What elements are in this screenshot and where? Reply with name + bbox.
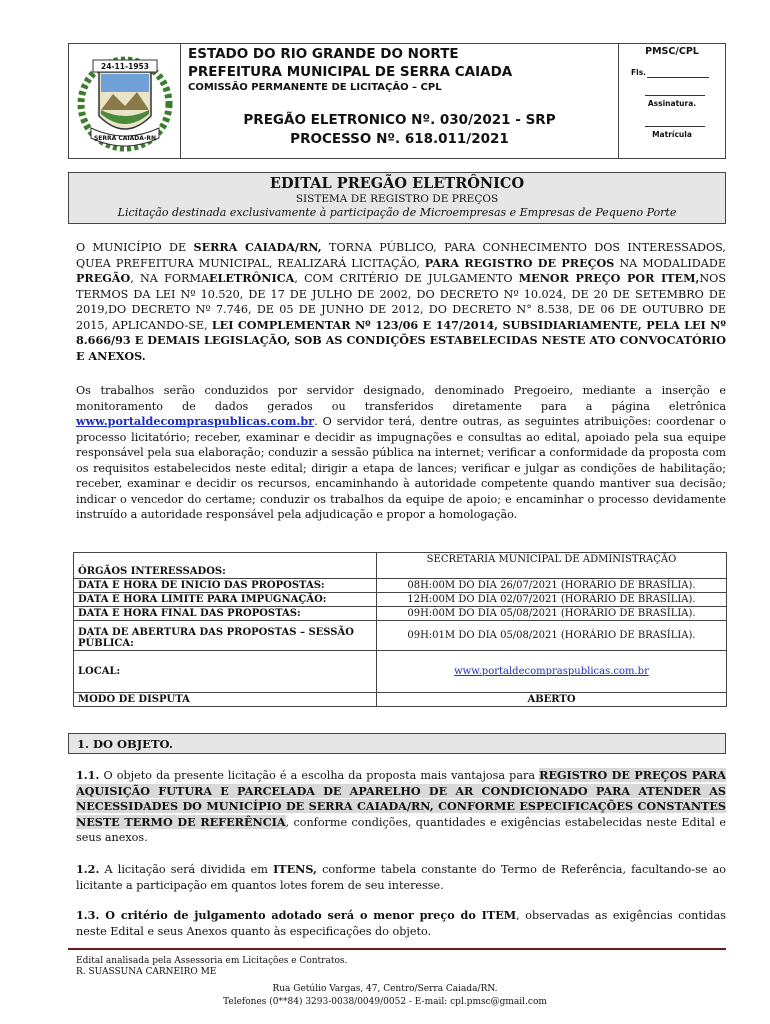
edital-italic-note: Licitação destinada exclusivamente à participação de Microempresas e Empresas de Pequeno Porte [117,206,677,219]
orgaos-label: ÓRGÃOS INTERESSADOS: [74,553,377,579]
table-row [74,621,727,651]
edital-title: EDITAL PREGÃO ELETRÔNICO [269,175,525,192]
coat-of-arms-icon [69,44,181,158]
fls-label: Fls. [631,68,647,77]
info-table [73,552,727,707]
state-name: ESTADO DO RIO GRANDE DO NORTE [188,46,459,62]
trabalhos-paragraph: Os trabalhos serão conduzidos por servidor designado, denominado Pregoeiro, mediante a inserção e monitoramento de dados gerados ou transferidos diretamente para a página eletrônica www.portaldecompraspublicas.com.br. O servidor terá, dentre outras, as seguintes atribuições: coordenar o processo licitatório; receber, examinar e decidir as impugnações e consultas ao edital, apoiado pela sua equipe responsável pela sua elaboração; conduzir a sessão pública na internet; verificar a conformidade da proposta com os requisitos estabelecidos neste edital; dirigir a etapa de lances; verificar e julgar as condições de habilitação; receber, examinar e decidir os recursos, encaminhando à autoridade competente quando mantiver sua decisão; indicar o vencedor do certame; conduzir os trabalhos da equipe de apoio; e encaminhar o processo devidamente instruído a autoridade responsável pela adjudicação e propor a homologação. [76,384,726,521]
paragraph-1-3: 1.3. O critério de julgamento adotado será o menor preço do ITEM, observadas as exigências contidas neste Edital e seus Anexos quanto às especificações do objeto. [76,908,726,938]
local-link[interactable]: www.portaldecompraspublicas.com.br [454,666,649,677]
paragraph-1-2: 1.2. A licitação será dividida em ITENS, conforme tabela constante do Termo de Referência, facultando-se ao licitante a participação em quantos lotes forem de seu interesse. [76,862,726,892]
final-value: 09H:00M DO DIA 05/08/2021 (HORÁRIO DE BRASÍLIA). [377,607,727,621]
section-heading-objeto: 1. DO OBJETO. [68,733,726,754]
table-row [74,593,727,607]
abertura-value: 09H:01M DO DIA 05/08/2021 (HORÁRIO DE BRASÍLIA). [377,621,727,651]
municipal-crest [69,44,181,158]
modo-label: MODO DE DISPUTA [74,693,377,707]
inicio-value: 08H:00M DO DIA 26/07/2021 (HORÁRIO DE BRASÍLIA). [377,579,727,593]
table-row [74,579,727,593]
table-row [74,553,727,579]
pmsc-label: PMSC/CPL [645,46,699,57]
pregao-number: PREGÃO ELETRONICO Nº. 030/2021 - SRP [243,112,556,128]
signature-line [645,95,705,96]
footer-divider [68,948,726,950]
assinatura-label: Assinatura. [647,99,697,108]
limite-label: DATA E HORA LIMITE PARA IMPUGNAÇÃO: [74,593,377,607]
footer-contact: Telefones (0**84) 3293-0038/0049/0052 - E-mail: cpl.pmsc@gmail.com [223,997,547,1007]
intro-paragraph: O MUNICÍPIO DE SERRA CAIADA/RN, TORNA PÚBLICO, PARA CONHECIMENTO DOS INTERESSADOS, QUEA PREFEITURA MUNICIPAL, REALIZARÁ LICITAÇÃO, PARA REGISTRO DE PREÇOS NA MODALIDADE PREGÃO, NA FORMAELETRÔNICA, COM CRITÉRIO DE JULGAMENTO MENOR PREÇO POR ITEM,NOS TERMOS DA LEI Nº 10.520, DE 17 DE JULHO DE 2002, DO DECRETO Nº 10.024, DE 20 DE SETEMBRO DE 2019,DO DECRETO Nº 7.746, DE 05 DE JUNHO DE 2012, DO DECRETO N° 8.538, DE 06 DE OUTUBRO DE 2015, APLICANDO-SE, LEI COMPLEMENTAR Nº 123/06 E 147/2014, SUBSIDIARIAMENTE, PELA LEI Nº 8.666/93 E DEMAIS LEGISLAÇÃO, SOB AS CONDIÇÕES ESTABELECIDAS NESTE ATO CONVOCATÓRIO E ANEXOS. [76,240,726,363]
modo-value: ABERTO [377,693,727,707]
document-header [68,43,726,159]
processo-number: PROCESSO Nº. 618.011/2021 [290,131,509,147]
fls-line [647,77,709,78]
header-titles [181,44,619,158]
portal-link[interactable]: www.portaldecompraspublicas.com.br [76,414,315,428]
footer-note-2: R. SUASSUNA CARNEIRO ME [76,967,217,977]
comissao-name: COMISSÃO PERMANENTE DE LICITAÇÃO – CPL [188,82,442,93]
limite-value: 12H:00M DO DIA 02/07/2021 (HORÁRIO DE BRASÍLIA). [377,593,727,607]
matricula-line [645,126,705,127]
crest-date: 24-11-1953 [101,62,149,71]
prefeitura-name: PREFEITURA MUNICIPAL DE SERRA CAIADA [188,64,513,80]
footer-note-1: Edital analisada pela Assessoria em Licitações e Contratos. [76,956,348,966]
edital-title-box [68,172,726,224]
local-label: LOCAL: [74,651,377,693]
paragraph-1-1: 1.1. O objeto da presente licitação é a escolha da proposta mais vantajosa para REGISTRO DE PREÇOS PARA AQUISIÇÃO FUTURA E PARCELADA DE APARELHO DE AR CONDICIONADO PARA ATENDER AS NECESSIDADES DO MUNICÍPIO DE SERRA CAIADA/RN, CONFORME ESPECIFICAÇÕES CONSTANTES NESTE TERMO DE REFERÊNCIA, conforme condições, quantidades e exigências estabelecidas neste Edital e seus anexos. [76,768,726,844]
table-row [74,693,727,707]
table-row [74,607,727,621]
edital-subtitle: SISTEMA DE REGISTRO DE PREÇOS [295,193,499,205]
inicio-label: DATA E HORA DE INICIO DAS PROPOSTAS: [74,579,377,593]
control-box [619,44,725,158]
table-row [74,651,727,693]
crest-name: SERRA CAIADA-RN [93,135,157,142]
final-label: DATA E HORA FINAL DAS PROPOSTAS: [74,607,377,621]
matricula-label: Matrícula [652,130,692,139]
orgaos-value: SECRETARIA MUNICIPAL DE ADMINISTRAÇÃO [377,553,727,579]
abertura-label: DATA DE ABERTURA DAS PROPOSTAS – SESSÃO PÚBLICA: [74,621,377,651]
footer-address: Rua Getúlio Vargas, 47, Centro/Serra Caiada/RN. [272,984,498,994]
local-value-cell [377,651,727,693]
